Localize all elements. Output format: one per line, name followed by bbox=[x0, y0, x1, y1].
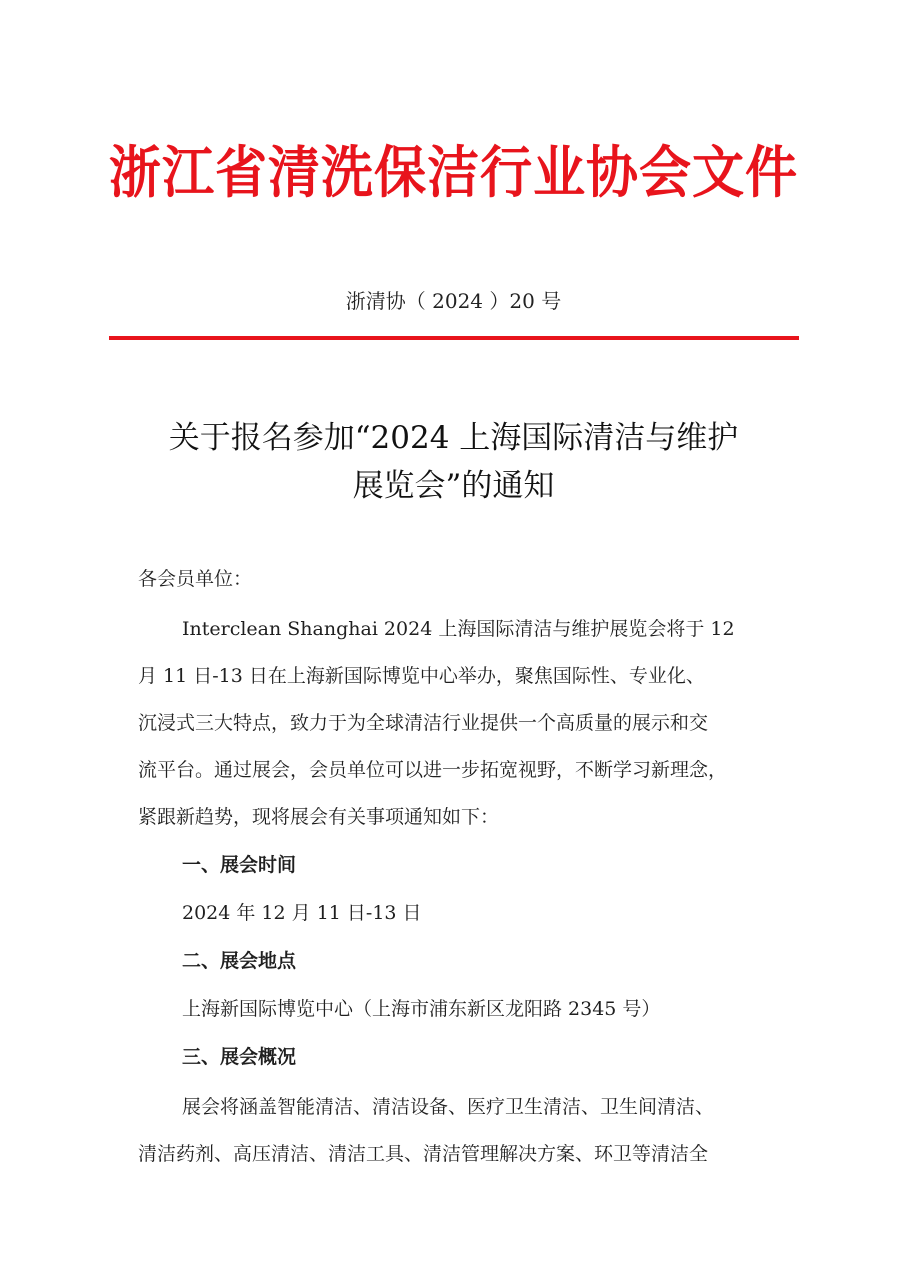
document-number: 浙清协（ 2024 ）20 号 bbox=[345, 289, 562, 313]
overview-line: 展会将涵盖智能清洁、清洁设备、医疗卫生清洁、卫生间清洁、 bbox=[182, 1096, 715, 1118]
notice-title bbox=[100, 414, 807, 510]
salutation: 各会员单位： bbox=[138, 568, 253, 590]
intro-line: 月 11 日-13 日在上海新国际博览中心举办，聚焦国际性、专业化、 bbox=[138, 665, 705, 687]
overview-line: 清洁药剂、高压清洁、清洁工具、清洁管理解决方案、环卫等清洁全 bbox=[138, 1143, 709, 1165]
red-divider-line bbox=[109, 336, 799, 340]
notice-title-line-1: 关于报名参加“2024 上海国际清洁与维护 bbox=[168, 420, 739, 456]
section-value-location: 上海新国际博览中心（上海市浦东新区龙阳路 2345 号） bbox=[182, 998, 661, 1020]
intro-paragraph bbox=[138, 606, 778, 841]
intro-line: 紧跟新趋势，现将展会有关事项通知如下： bbox=[138, 806, 500, 828]
intro-line: 沉浸式三大特点，致力于为全球清洁行业提供一个高质量的展示和交 bbox=[138, 712, 709, 734]
intro-line: Interclean Shanghai 2024 上海国际清洁与维护展览会将于 12 bbox=[182, 618, 735, 640]
intro-line: 流平台。通过展会，会员单位可以进一步拓宽视野，不断学习新理念， bbox=[138, 759, 728, 781]
notice-title-line-2: 展览会”的通知 bbox=[352, 468, 555, 504]
section-heading-overview: 三、展会概况 bbox=[182, 1046, 297, 1068]
overview-paragraph bbox=[138, 1084, 778, 1178]
org-document-title: 浙江省清洗保洁行业协会文件 bbox=[108, 141, 799, 206]
section-heading-location: 二、展会地点 bbox=[182, 950, 297, 972]
section-heading-time: 一、展会时间 bbox=[182, 854, 297, 876]
section-value-time: 2024 年 12 月 11 日-13 日 bbox=[182, 902, 422, 924]
